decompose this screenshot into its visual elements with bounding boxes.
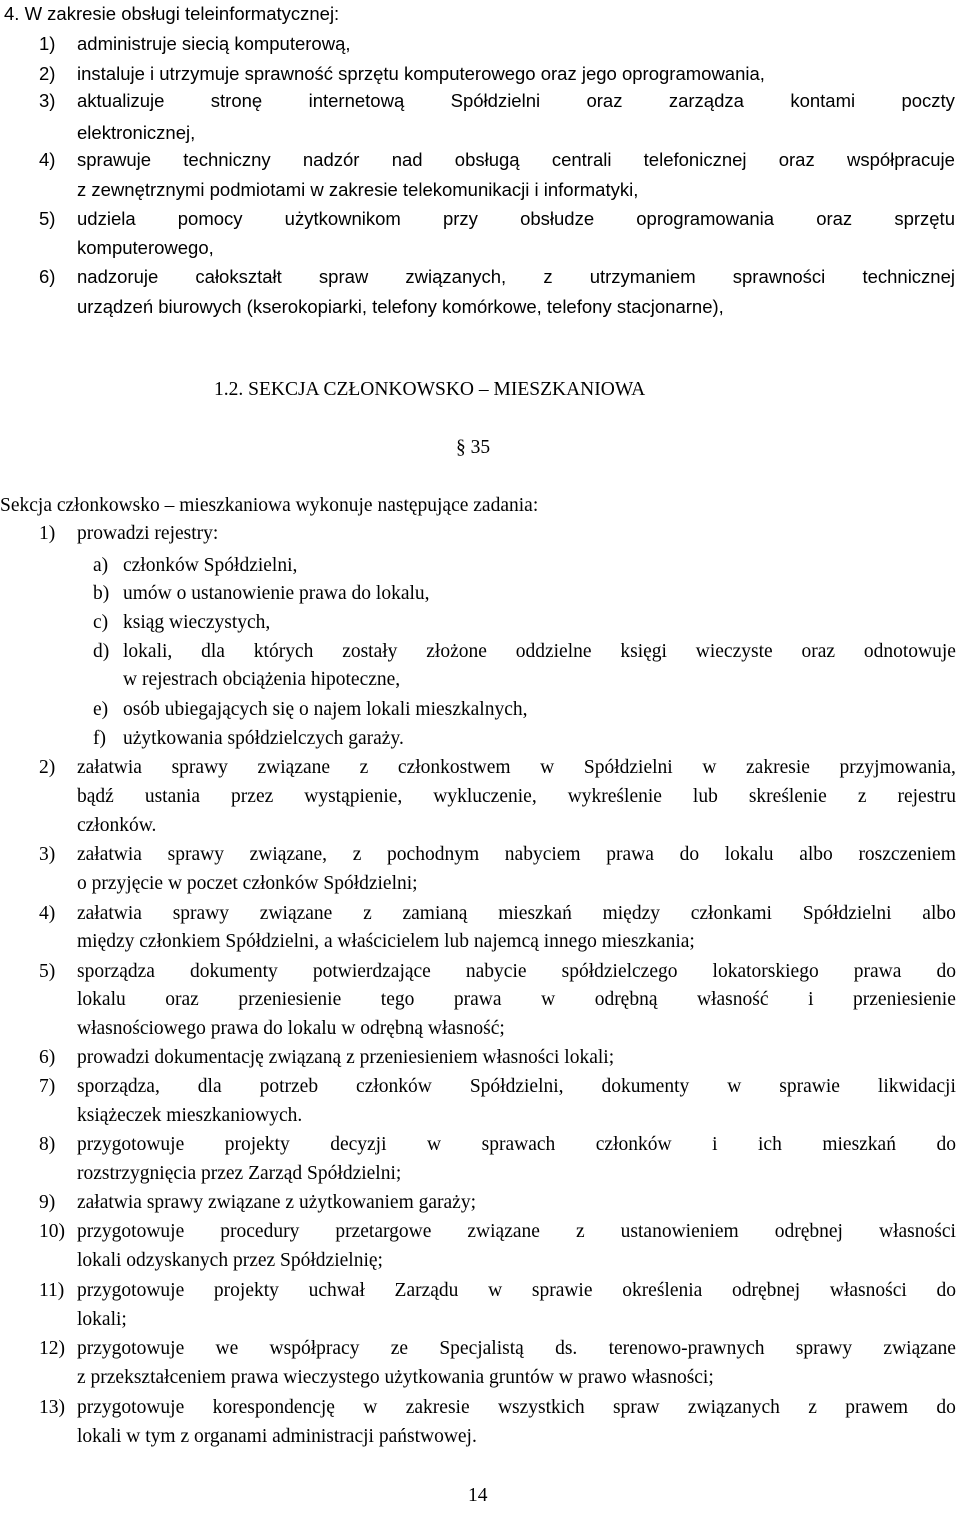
- item-number: 3): [39, 844, 56, 865]
- section-4-item-text: z zewnętrznymi podmiotami w zakresie telekomunikacji i informatyki,: [77, 179, 639, 200]
- item-text: załatwia sprawy związane, z pochodnym nabyciem prawa do lokalu albo roszczeniem: [77, 844, 956, 865]
- item-text: lokali w tym z organami administracji państwowej.: [77, 1426, 477, 1447]
- item-text: załatwia sprawy związane z zamianą mieszkań między członkami Spółdzielni albo: [77, 903, 956, 924]
- item-text: prowadzi rejestry:: [77, 523, 219, 544]
- section-4-item-text: elektronicznej,: [77, 122, 196, 143]
- item-text: członków.: [77, 815, 157, 836]
- item-text: załatwia sprawy związane z członkostwem w Spółdzielni w zakresie przyjmowania,: [77, 757, 956, 778]
- sub-item-text: ksiąg wieczystych,: [123, 612, 271, 633]
- section-4-item-number: 6): [39, 266, 56, 287]
- sub-item-letter: d): [93, 641, 110, 662]
- item-text: przygotowuje projekty decyzji w sprawach członków i ich mieszkań do: [77, 1134, 956, 1155]
- section-4-item-text: sprawuje techniczny nadzór nad obsługą centrali telefonicznej oraz współpracuje: [77, 149, 955, 170]
- section-4-item-number: 2): [39, 63, 56, 84]
- item-number: 13): [39, 1397, 65, 1418]
- section-4-item-text: nadzoruje całokształt spraw związanych, z utrzymaniem sprawności technicznej: [77, 266, 955, 287]
- item-number: 7): [39, 1076, 56, 1097]
- intro-text: Sekcja członkowsko – mieszkaniowa wykonuje następujące zadania:: [0, 495, 539, 516]
- item-number: 11): [39, 1280, 65, 1301]
- item-text: przygotowuje korespondencję w zakresie wszystkich spraw związanych z prawem do: [77, 1397, 956, 1418]
- sub-item-letter: e): [93, 699, 109, 720]
- item-text: między członkiem Spółdzielni, a właścicielem lub najemcą innego mieszkania;: [77, 931, 695, 952]
- item-number: 5): [39, 961, 56, 982]
- item-text: załatwia sprawy związane z użytkowaniem garaży;: [77, 1192, 477, 1213]
- page-number: 14: [468, 1485, 488, 1506]
- item-text: przygotowuje projekty uchwał Zarządu w sprawie określenia odrębnej własności do: [77, 1280, 956, 1301]
- item-number: 6): [39, 1047, 56, 1068]
- item-text: sporządza dokumenty potwierdzające nabycie spółdzielczego lokatorskiego prawa do: [77, 961, 956, 982]
- item-number: 8): [39, 1134, 56, 1155]
- section-4-item-text: udziela pomocy użytkownikom przy obsłudze oprogramowania oraz sprzętu: [77, 208, 955, 229]
- paragraph-sign: § 35: [456, 437, 491, 458]
- item-number: 2): [39, 757, 56, 778]
- item-number: 1): [39, 523, 56, 544]
- item-number: 12): [39, 1338, 65, 1359]
- section-4-item-number: 3): [39, 90, 56, 111]
- sub-item-text: użytkowania spółdzielczych garaży.: [123, 728, 404, 749]
- item-text: lokali;: [77, 1309, 127, 1330]
- section-4-item-number: 4): [39, 149, 56, 170]
- sub-item-text: członków Spółdzielni,: [123, 555, 298, 576]
- item-text: rozstrzygnięcia przez Zarząd Spółdzielni;: [77, 1163, 402, 1184]
- item-text: przygotowuje we współpracy ze Specjalistą ds. terenowo-prawnych sprawy związane: [77, 1338, 956, 1359]
- section-4-item-text: administruje siecią komputerową,: [77, 33, 351, 54]
- sub-item-text: w rejestrach obciążenia hipoteczne,: [123, 669, 401, 690]
- section-4-item-text: komputerowego,: [77, 237, 214, 258]
- item-text: z przekształceniem prawa wieczystego użytkowania gruntów w prawo własności;: [77, 1367, 714, 1388]
- section-4-heading: 4. W zakresie obsługi teleinformatycznej:: [4, 3, 340, 24]
- section-heading: 1.2. SEKCJA CZŁONKOWSKO – MIESZKANIOWA: [214, 379, 646, 400]
- item-text: sporządza, dla potrzeb członków Spółdzielni, dokumenty w sprawie likwidacji: [77, 1076, 956, 1097]
- sub-item-letter: c): [93, 612, 109, 633]
- item-text: przygotowuje procedury przetargowe związane z ustanowieniem odrębnej własności: [77, 1221, 956, 1242]
- sub-item-text: osób ubiegających się o najem lokali mieszkalnych,: [123, 699, 528, 720]
- item-text: własnościowego prawa do lokalu w odrębną własność;: [77, 1018, 505, 1039]
- item-text: bądź ustania przez wystąpienie, wykluczenie, wykreślenie lub skreślenie z rejestru: [77, 786, 956, 807]
- item-text: o przyjęcie w poczet członków Spółdzielni;: [77, 873, 418, 894]
- sub-item-text: lokali, dla których zostały złożone oddzielne księgi wieczyste oraz odnotowuje: [123, 641, 956, 662]
- section-4-item-number: 1): [39, 33, 56, 54]
- section-4-item-text: aktualizuje stronę internetową Spółdzielni oraz zarządza kontami poczty: [77, 90, 955, 111]
- section-4-item-text: instaluje i utrzymuje sprawność sprzętu komputerowego oraz jego oprogramowania,: [77, 63, 765, 84]
- item-text: książeczek mieszkaniowych.: [77, 1105, 303, 1126]
- item-number: 9): [39, 1192, 56, 1213]
- section-4-item-text: urządzeń biurowych (kserokopiarki, telefony komórkowe, telefony stacjonarne),: [77, 296, 724, 317]
- section-4-item-number: 5): [39, 208, 56, 229]
- item-number: 4): [39, 903, 56, 924]
- item-number: 10): [39, 1221, 65, 1242]
- item-text: prowadzi dokumentację związaną z przeniesieniem własności lokali;: [77, 1047, 615, 1068]
- sub-item-text: umów o ustanowienie prawa do lokalu,: [123, 583, 430, 604]
- sub-item-letter: f): [93, 728, 106, 749]
- item-text: lokali odzyskanych przez Spółdzielnię;: [77, 1250, 383, 1271]
- sub-item-letter: b): [93, 583, 110, 604]
- sub-item-letter: a): [93, 555, 109, 576]
- item-text: lokalu oraz przeniesienie tego prawa w odrębną własność i przeniesienie: [77, 989, 956, 1010]
